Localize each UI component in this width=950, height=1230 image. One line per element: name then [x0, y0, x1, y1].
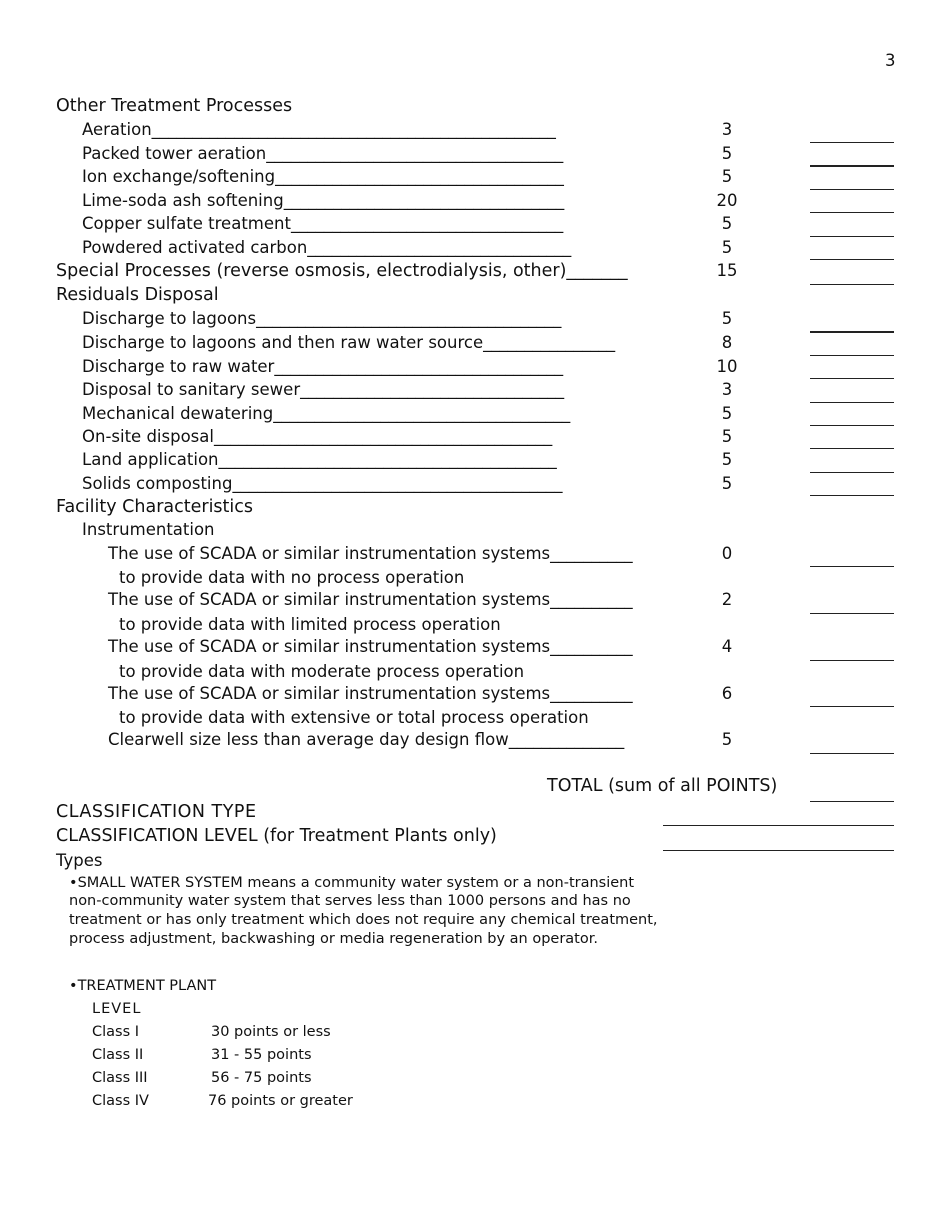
row-label-scada-line1: The use of SCADA or similar instrumentation systems__________ — [108, 684, 633, 703]
row-label-raw-water: Discharge to raw water___________________________________ — [82, 357, 564, 376]
row-points-scada-limited: 2 — [721, 590, 733, 609]
points-entry-blank — [810, 189, 894, 190]
row-label-copper-sulfate: Copper sulfate treatment_________________________________ — [82, 214, 564, 233]
level-label: LEVEL — [92, 1001, 142, 1017]
bullet: • — [69, 875, 78, 891]
subheading-instrumentation: Instrumentation — [82, 520, 215, 539]
row-label-scada-line1: The use of SCADA or similar instrumentation systems__________ — [108, 590, 633, 609]
total-entry-blank — [810, 801, 894, 802]
row-points-copper-sulfate: 5 — [721, 214, 733, 233]
points-entry-blank — [810, 284, 894, 285]
row-label-scada-line2: to provide data with moderate process operation — [119, 662, 525, 681]
points-entry-blank — [810, 448, 894, 449]
row-label-special-processes: Special Processes (reverse osmosis, electrodialysis, other)_______ — [56, 261, 628, 281]
classification-type-label: CLASSIFICATION TYPE — [56, 802, 257, 822]
row-label-scada-line1: The use of SCADA or similar instrumentation systems__________ — [108, 544, 633, 563]
row-label-scada-line2: to provide data with limited process operation — [119, 615, 501, 634]
row-label-scada-line2: to provide data with extensive or total process operation — [119, 708, 589, 727]
classification-level-blank — [663, 850, 894, 851]
row-points-ion-exchange: 5 — [721, 167, 733, 186]
row-label-lime-soda: Lime-soda ash softening__________________________________ — [82, 191, 565, 210]
class-range: 76 points or greater — [208, 1093, 353, 1109]
classification-type-blank — [663, 825, 894, 826]
class-name: Class IV — [92, 1093, 149, 1109]
points-entry-blank — [810, 378, 894, 379]
classification-level-label: CLASSIFICATION LEVEL (for Treatment Plants only) — [56, 826, 497, 846]
row-label-scada-line2: to provide data with no process operation — [119, 568, 465, 587]
row-label-lagoons: Discharge to lagoons_____________________________________ — [82, 309, 562, 328]
points-entry-blank — [810, 495, 894, 496]
row-label-lagoons-raw: Discharge to lagoons and then raw water source________________ — [82, 333, 616, 352]
class-name: Class III — [92, 1070, 148, 1086]
row-points-on-site: 5 — [721, 427, 733, 446]
row-points-aeration: 3 — [721, 120, 733, 139]
points-entry-blank — [810, 212, 894, 213]
points-entry-blank — [810, 259, 894, 260]
row-points-land-application: 5 — [721, 450, 733, 469]
row-points-sanitary-sewer: 3 — [721, 380, 733, 399]
row-points-clearwell: 5 — [721, 730, 733, 749]
points-entry-blank — [810, 660, 894, 661]
row-label-packed-tower: Packed tower aeration____________________________________ — [82, 144, 564, 163]
points-entry-blank — [810, 566, 894, 567]
row-points-special-processes: 15 — [716, 261, 738, 280]
section-heading-other-treatment: Other Treatment Processes — [56, 96, 293, 116]
points-entry-blank — [810, 613, 894, 614]
class-name: Class II — [92, 1047, 144, 1063]
bullet: • — [69, 978, 78, 994]
small-system-title: SMALL WATER SYSTEM — [77, 875, 243, 891]
row-label-land-application: Land application_________________________________________ — [82, 450, 557, 469]
types-heading: Types — [56, 851, 103, 870]
section-heading-residuals: Residuals Disposal — [56, 285, 219, 305]
small-system-text: means a community water system or a non-transient — [242, 875, 635, 891]
small-system-line3: treatment or has only treatment which does not require any chemical treatment, — [69, 912, 658, 928]
row-points-lagoons-raw: 8 — [721, 333, 733, 352]
points-entry-blank — [810, 142, 894, 143]
points-entry-blank — [810, 425, 894, 426]
row-label-aeration: Aeration_________________________________________________ — [82, 120, 556, 139]
class-range: 31 - 55 points — [211, 1047, 312, 1063]
small-system-line4: process adjustment, backwashing or media regeneration by an operator. — [69, 931, 598, 947]
row-label-pac: Powdered activated carbon________________________________ — [82, 238, 572, 257]
page-number: 3 — [885, 51, 896, 70]
row-label-ion-exchange: Ion exchange/softening___________________________________ — [82, 167, 564, 186]
row-points-scada-none: 0 — [721, 544, 733, 563]
row-label-solids-composting: Solids composting________________________________________ — [82, 474, 563, 493]
row-label-sanitary-sewer: Disposal to sanitary sewer________________________________ — [82, 380, 565, 399]
points-entry-blank — [810, 236, 894, 237]
row-points-pac: 5 — [721, 238, 733, 257]
row-label-scada-line1: The use of SCADA or similar instrumentation systems__________ — [108, 637, 633, 656]
row-points-packed-tower: 5 — [721, 144, 733, 163]
row-points-raw-water: 10 — [716, 357, 738, 376]
row-points-solids-composting: 5 — [721, 474, 733, 493]
small-system-line1 — [69, 875, 634, 891]
section-heading-facility: Facility Characteristics — [56, 497, 254, 517]
points-entry-blank — [810, 753, 894, 754]
points-entry-blank — [810, 472, 894, 473]
row-points-lagoons: 5 — [721, 309, 733, 328]
row-points-scada-moderate: 4 — [721, 637, 733, 656]
class-range: 56 - 75 points — [211, 1070, 312, 1086]
row-points-lime-soda: 20 — [716, 191, 738, 210]
points-entry-blank — [810, 402, 894, 403]
class-range: 30 points or less — [211, 1024, 331, 1040]
row-points-mechanical-dewatering: 5 — [721, 404, 733, 423]
row-points-scada-extensive: 6 — [721, 684, 733, 703]
points-entry-blank — [810, 706, 894, 707]
points-entry-blank — [810, 165, 894, 167]
row-label-mechanical-dewatering: Mechanical dewatering____________________________________ — [82, 404, 571, 423]
treatment-plant-line — [69, 978, 216, 994]
row-label-on-site: On-site disposal_________________________________________ — [82, 427, 553, 446]
small-system-line2: non-community water system that serves less than 1000 persons and has no — [69, 893, 631, 909]
class-name: Class I — [92, 1024, 140, 1040]
row-label-clearwell: Clearwell size less than average day design flow______________ — [108, 730, 625, 749]
points-entry-blank — [810, 331, 894, 333]
points-entry-blank — [810, 355, 894, 356]
treatment-plant-title: TREATMENT PLANT — [77, 978, 217, 994]
total-label: TOTAL (sum of all POINTS) — [547, 776, 778, 796]
